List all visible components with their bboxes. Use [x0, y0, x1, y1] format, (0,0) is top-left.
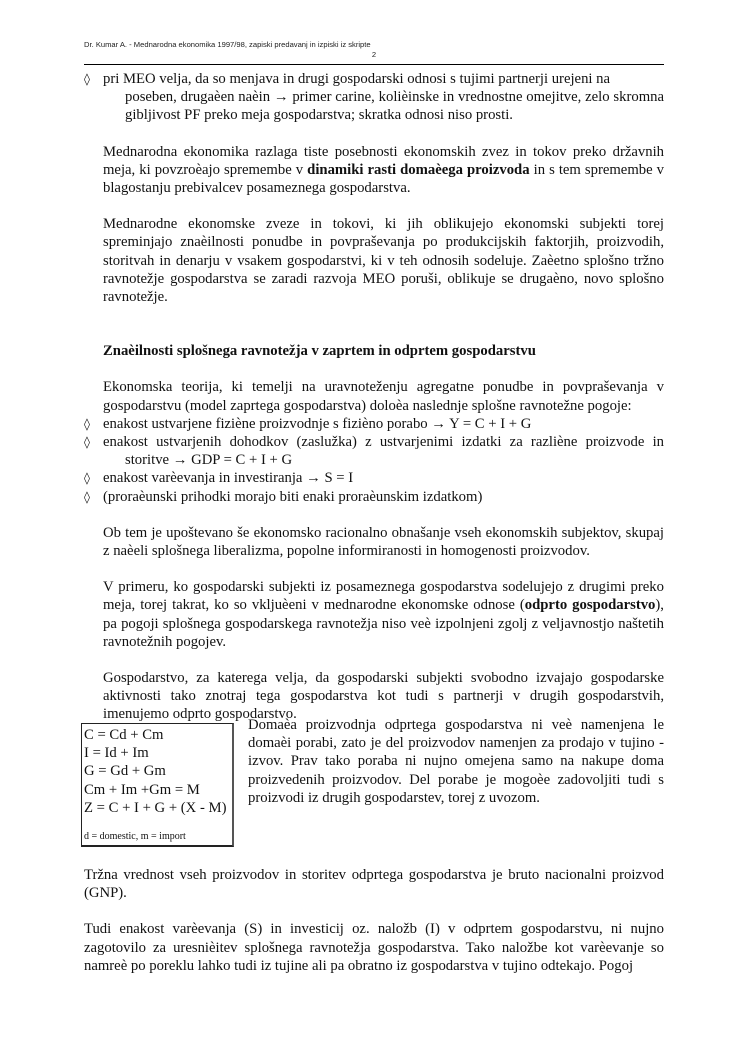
header-rule [84, 64, 664, 65]
paragraph-2: Mednarodne ekonomske zveze in tokovi, ki jih oblikujejo ekonomski subjekti torej spreminjajo znaèilnosti ponudbe in povpraševanja po produkcijskih faktorjih, proizvodih, storitvah in denarju v vsakem gospodarstvi, ki v teh odnosih sodeluje. Zaèetno splošno tržno ravnotežje gospodarstva se zaradi razvoja MEO poruši, oblikuje se drugaèno, novo splošno ravnotežje. [103, 216, 664, 306]
formula-line: C = Cd + Cm [84, 727, 164, 743]
emphasis-dinamiki: dinamiki rasti domaèega proizvoda [307, 161, 530, 178]
intro-bullet-rest: poseben, drugaèen naèin → primer carine, kolièinske in vrednostne omejitve, zelo skromna gibljivost PF preko meja gospodarstva; skratka odnosi niso prosti. [125, 89, 664, 124]
paragraph-1: Mednarodna ekonomika razlaga tiste posebnosti ekonomskih zvez in tokov preko državnih meja, ki povzroèajo spremembe v dinamiki rasti domaèega proizvoda in s tem spremembe v blagostanju prebivalcev posameznega gospodarstva. [103, 143, 664, 197]
condition-item: ◊ (proraèunski prihodki morajo biti enaki proraèunskim izdatkom) [84, 488, 483, 505]
formula-line: G = Gd + Gm [84, 763, 166, 780]
condition-item: ◊ enakost ustvarjene fiziène proizvodnje s fizièno porabo → Y = C + I + G [84, 415, 532, 432]
paragraph-3: Ekonomska teorija, ki temelji na uravnoteženju agregatne ponudbe in povpraševanja v gospodarstvu (model zaprtega gospodarstva) doloèa naslednje splošne ravnotežne pogoje: [103, 379, 664, 414]
paragraph-5: V primeru, ko gospodarski subjekti iz posameznega gospodarstva sodelujejo z drugimi preko meja, torej takrat, ko so vkljuèeni v mednarodne ekonomske odnose (odprto gospodarstvo), pa pogoji splošnega gospodarskega ravnotežja niso veè izpolnjeni zgolj z veljavnostjo naštetih ravnotežnih pogojev. [103, 579, 664, 650]
formula-line: Cm + Im +Gm = M [84, 781, 200, 798]
paragraph-8: Tudi enakost varèevanja (S) in investicij oz. naložb (I) v odprtem gospodarstvu, ni nujno zagotovilo za uresnièitev splošnega ravnotežja gospodarstva. Tako naložbe kot varèevanje so namreè po poreklu lahko tudi iz tujine ali pa obratno iz gospodarstva v tujino odtekajo. Pogoj [84, 921, 664, 974]
formula-line: I = Id + Im [84, 745, 149, 762]
diamond-bullet-icon: ◊ [84, 489, 90, 504]
formula-line: Z = C + I + G + (X - M) [84, 799, 227, 816]
lower-body [84, 866, 664, 975]
paragraph-4: Ob tem je upoštevano še ekonomsko racionalno obnašanje vseh ekonomskih subjektov, skupaj z naèeli splošnega liberalizma, popolne informiranosti in homogenosti proizvodov. [103, 524, 664, 560]
running-header [84, 40, 664, 59]
diamond-bullet-icon: ◊ [84, 72, 90, 86]
page-number: 2 [371, 50, 377, 59]
section-heading: Znaèilnosti splošnega ravnotežja v zaprtem in odprtem gospodarstvu [103, 343, 536, 360]
document-body [84, 70, 664, 724]
diamond-bullet-icon: ◊ [84, 416, 90, 431]
intro-bullet [84, 70, 664, 125]
paragraph-7: Tržna vrednost vseh proizvodov in storitev odprtega gospodarstva je bruto nacionalni proizvod (GNP). [84, 867, 664, 902]
running-title: Dr. Kumar A. - Mednarodna ekonomika 1997/98, zapiski predavanj in izpiski iz skripte [84, 40, 371, 49]
intro-bullet-line1: pri MEO velja, da so menjava in drugi gospodarski odnosi s tujimi partnerji urejeni na [103, 71, 611, 87]
formula-legend: d = domestic, m = import [84, 831, 186, 843]
formula-box [81, 723, 234, 847]
condition-item: ◊ enakost ustvarjenih dohodkov (zaslužka) z ustvarjenimi izdatki za razliène proizvode in storitve → GDP = C + I + G [84, 434, 664, 469]
condition-item: ◊ enakost varèevanja in investiranja → S = I [84, 470, 354, 487]
emphasis-odprto: odprto gospodarstvo [524, 597, 656, 614]
side-paragraph: Domaèa proizvodnja odprtega gospodarstva ni veè namenjena le domaèi porabi, zato je del proizvodov namenjen za prodajo v tujino - izvov. Prav tako poraba ni nujno omejena samo na nakupe doma proizvedenih proizvodov. Del porabe je mogoèe zadovoljiti tudi s proizvodi iz drugih gospodarstev, torej z uvozom. [248, 717, 664, 806]
diamond-bullet-icon: ◊ [84, 471, 90, 486]
diamond-bullet-icon: ◊ [84, 435, 90, 450]
paragraph-6: Gospodarstvo, za katerega velja, da gospodarski subjekti svobodno izvajajo gospodarske aktivnosti tako znotraj tega gospodarstva kot tudi s partnerji v drugih gospodarstvih, imenujemo odprto gospodarstvo. [103, 670, 664, 723]
